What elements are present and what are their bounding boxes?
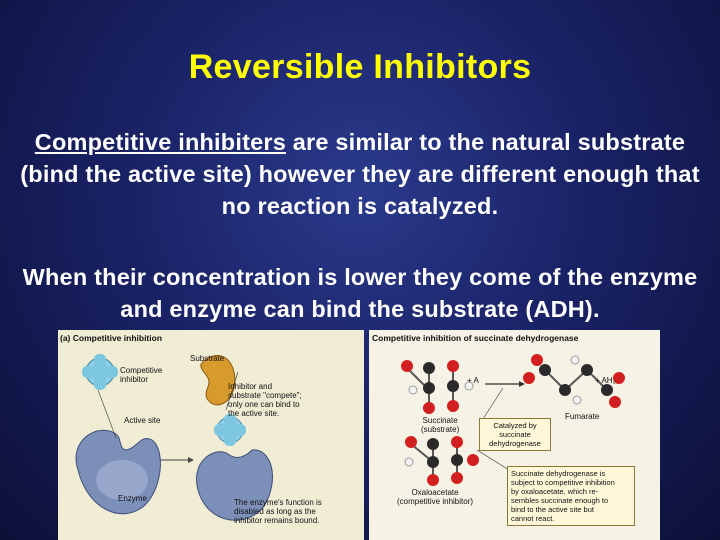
concentration-paragraph: When their concentration is lower they come of the enzyme and enzyme can bind the substrate (ADH). [22,264,698,322]
competitive-inhibition-heading: Competitive inhibition [72,333,163,343]
active-site-label: Active site [124,416,161,425]
catalyzed-pointer [481,388,503,422]
oxaloacetate-molecule [405,436,479,486]
slide-title: Reversible Inhibitors [188,48,532,86]
reaction-arrowhead [188,457,194,463]
inhibitor-bound-to-enzyme [214,414,246,446]
oxaloacetate-label: Oxaloacetate (competitive inhibitor) [397,488,474,506]
inhibition-pointer [477,450,509,470]
succinate-molecule [401,360,473,414]
figure-a-heading [60,334,162,343]
succinate-dehydrogenase-figure [369,330,660,540]
competitive-inhibition-figure [58,330,364,540]
catalyzed-by-note: Catalyzed by succinate dehydrogenase [479,418,551,451]
compete-note: Inhibitor and substrate "compete"; only one can bind to the active site. [228,382,302,418]
succinate-label: Succinate (substrate) [421,416,460,434]
competitive-inhibitors-paragraph [16,126,704,222]
competitive-inhibitor-shape [82,354,118,390]
inhibition-note: Succinate dehydrogenase is subject to competitive inhibition by oxaloacetate, which re- sembles succinate enough to bind to the active site but cannot react. [507,466,635,526]
competitive-inhibiters-term: Competitive inhibiters [34,129,286,155]
plus-ah2-label: + AH₂ [595,376,616,385]
substrate-label: Substrate [190,354,225,363]
succinate-arrowhead [519,381,525,387]
plus-a-label: + A [467,376,479,385]
figure-b-heading: Competitive inhibition of succinate dehydrogenase [372,333,579,343]
paragraph1-rest: are similar to the natural substrate (bind the active site) however they are different enough that no reaction is catalyzed. [20,129,700,219]
disabled-note: The enzyme's function is disabled as long as the inhibitor remains bound. [234,498,322,525]
fumarate-label: Fumarate [565,412,600,421]
competitive-inhibitor-label: Competitive inhibitor [120,366,163,384]
panel-letter: (a) [60,333,71,343]
enzyme-label: Enzyme [118,494,147,503]
